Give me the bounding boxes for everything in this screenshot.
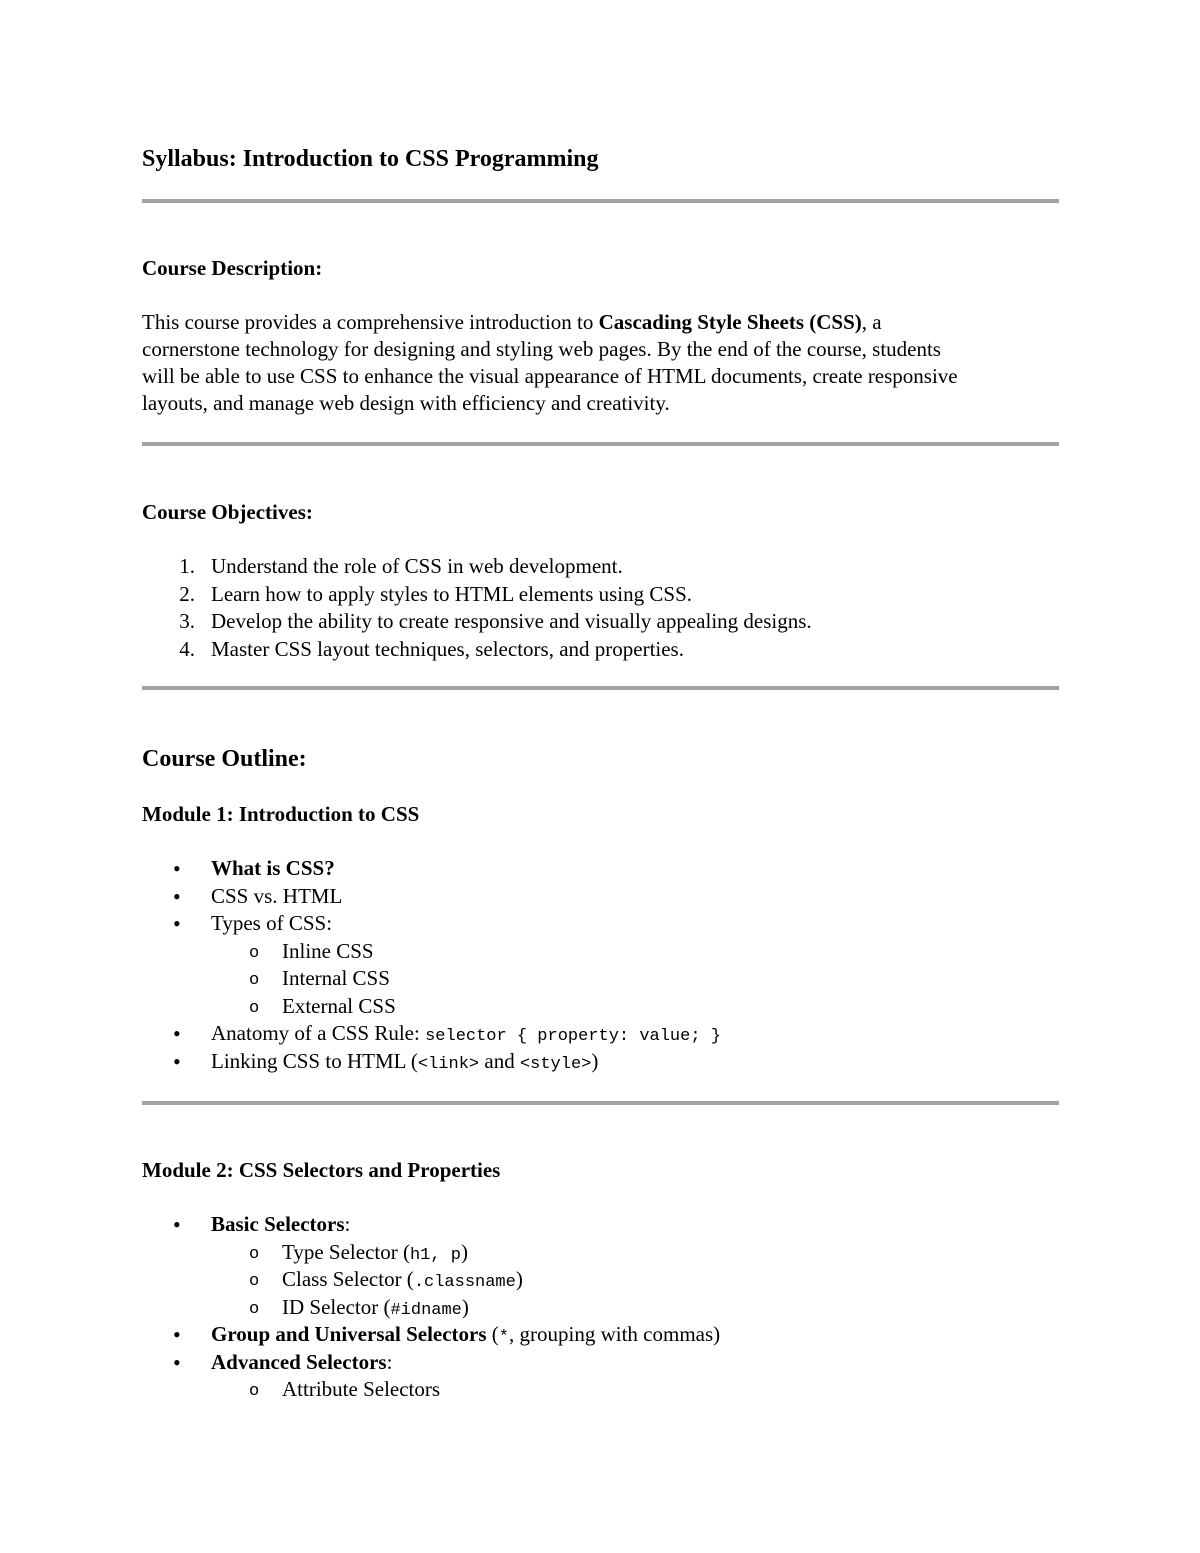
list-item [142,855,721,883]
item-text: Inline CSS [282,938,374,963]
sub-bullet-icon: o [249,1299,260,1319]
module-1-list [142,855,721,1075]
description-line: layouts, and manage web design with efficiency and creativity. [142,391,670,415]
item-text: Group and Universal Selectors [211,1322,487,1346]
list-item [142,1048,721,1076]
course-objectives-heading: Course Objectives: [142,500,313,524]
list-number: 4. [179,636,195,661]
sub-list-item [142,1294,720,1322]
module-1-heading: Module 1: Introduction to CSS [142,802,420,826]
sub-bullet-icon: o [249,998,260,1018]
item-text: ) [515,1267,523,1291]
objective-item [142,608,812,636]
module-2-heading: Module 2: CSS Selectors and Properties [142,1158,501,1182]
sub-bullet-icon: o [249,1272,260,1291]
divider [142,442,1059,446]
list-number: 3. [179,609,195,633]
list-item [142,1020,721,1048]
item-text: Attribute Selectors [282,1377,441,1401]
bullet-icon: • [173,1021,181,1046]
module-2-list [142,1211,720,1404]
bullet-icon: • [173,1212,181,1237]
course-description-text [142,309,1062,417]
list-item [142,1349,720,1377]
item-text: ( [486,1322,499,1346]
sub-list-item [142,993,721,1021]
item-text: Advanced Selectors [211,1349,387,1374]
code-snippet: * [498,1328,509,1347]
item-text: Type Selector ( [282,1239,410,1264]
divider [142,1101,1059,1105]
objective-text: Learn how to apply styles to HTML elements using CSS. [211,581,693,606]
description-line [142,309,1062,336]
bullet-icon: • [173,1322,181,1347]
description-bold-text: Cascading Style Sheets (CSS) [598,310,862,334]
divider [142,686,1059,690]
item-text: ID Selector ( [282,1294,391,1319]
list-item [142,1211,720,1239]
course-outline-heading: Course Outline: [142,746,307,772]
sub-bullet-icon: o [249,1244,260,1264]
objectives-list [142,553,812,663]
code-snippet: <link> [417,1054,480,1074]
item-text: Basic Selectors [211,1212,345,1236]
divider [142,199,1059,203]
item-text: What is CSS? [211,856,335,880]
list-item [142,910,721,938]
description-text: , a [861,310,882,334]
list-item [142,883,721,911]
objective-item [142,553,812,581]
sub-list-item [142,1376,720,1404]
list-number: 2. [179,581,195,606]
sub-bullet-icon: o [249,1382,260,1401]
sub-list-item [142,1266,720,1294]
bullet-icon: • [173,1349,181,1375]
item-text: ) [461,1294,469,1319]
list-number: 1. [179,554,195,578]
item-text: , grouping with commas) [509,1322,721,1346]
item-text: Class Selector ( [282,1267,414,1291]
item-text: Types of CSS: [211,911,333,935]
bullet-icon: • [173,883,181,909]
item-text: ) [591,1048,599,1073]
objective-text: Develop the ability to create responsive and visually appealing designs. [211,609,812,633]
item-text: CSS vs. HTML [211,883,343,908]
bullet-icon: • [173,1048,181,1074]
objective-item [142,581,812,609]
sub-list-item [142,1239,720,1267]
description-line: cornerstone technology for designing and styling web pages. By the end of the course, students [142,337,941,361]
list-item [142,1321,720,1349]
sub-list-item [142,965,721,993]
sub-bullet-icon: o [249,943,260,963]
item-text: External CSS [282,993,396,1018]
item-text: : [344,1212,351,1236]
item-text: and [479,1048,520,1073]
item-text: Anatomy of a CSS Rule: [211,1021,426,1045]
objective-text: Understand the role of CSS in web development. [211,554,623,578]
bullet-icon: • [173,911,181,936]
page-title: Syllabus: Introduction to CSS Programming [142,146,599,172]
code-snippet: selector { property: value; } [425,1027,721,1046]
item-text: : [386,1349,393,1374]
sub-list-item [142,938,721,966]
code-snippet: h1, p [409,1245,461,1265]
objective-text: Master CSS layout techniques, selectors, and properties. [211,636,684,661]
bullet-icon: • [173,856,181,881]
item-text: Linking CSS to HTML ( [211,1048,418,1073]
description-line: will be able to use CSS to enhance the visual appearance of HTML documents, create responsive [142,364,958,388]
code-snippet: #idname [390,1300,462,1320]
item-text: ) [461,1239,468,1264]
objective-item [142,636,812,664]
item-text: Internal CSS [282,966,390,990]
code-snippet: <style> [519,1054,592,1074]
sub-bullet-icon: o [249,971,260,990]
code-snippet: .classname [413,1273,516,1292]
course-description-heading: Course Description: [142,256,323,280]
description-text: This course provides a comprehensive introduction to [142,310,599,334]
